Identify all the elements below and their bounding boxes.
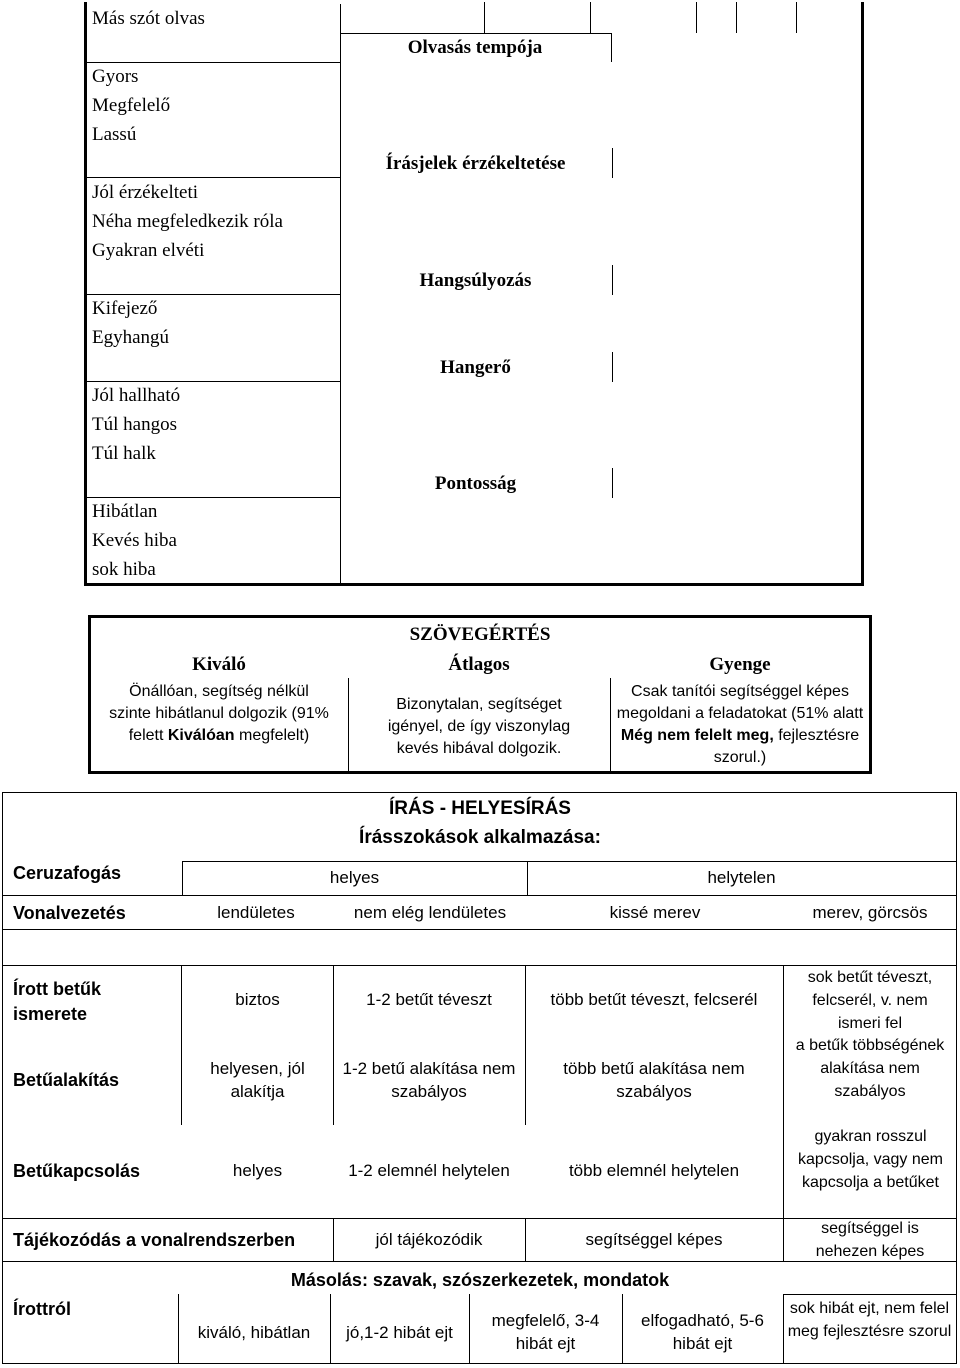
letters-knowledge-c1: biztos [235,990,280,1009]
tempo-option: Gyors [92,66,139,87]
copy-option: sok hibát ejt, nem felel meg fejlesztésre szorul [787,1300,952,1340]
letter-joining-c4: gyakran rosszul kapcsolja, vagy nem kapcsolja a betűket [798,1128,943,1191]
line-option: lendületes [217,903,295,922]
letters-knowledge-label: Írott betűk ismerete [13,979,101,1024]
line-option: merev, görcsös [812,903,928,922]
letter-forming-label: Betűalakítás [13,1070,120,1090]
volume-title: Hangerő [440,357,511,378]
letter-forming-c4: a betűk többségének alakítása nem szabályos [795,1037,945,1100]
letter-forming-c3: több betű alakítása nem szabályos [563,1059,745,1101]
punct-option: Néha megfeledkezik róla [92,211,283,232]
punct-title: Írásjelek érzékeltetése [385,153,566,174]
letters-knowledge-c3: több betűt téveszt, felcserél [550,990,758,1009]
accuracy-option: Hibátlan [92,501,158,522]
level-average-label: Átlagos [448,654,510,675]
letter-forming-c1: helyesen, jól alakítja [210,1059,305,1101]
line-label: Vonalvezetés [13,903,126,923]
copy-option: elfogadható, 5-6 hibát ejt [641,1311,764,1353]
volume-option: Jól hallható [92,385,181,406]
letters-knowledge-c4: sok betűt téveszt, felcserél, v. nem ismeri fel [807,969,933,1032]
letter-joining-c3: több elemnél helytelen [568,1161,740,1180]
line-option: kissé merev [609,903,701,922]
pencil-option: helyes [329,868,380,887]
punct-option: Jól érzékelteti [92,182,199,203]
letter-forming-c2: 1-2 betű alakítása nem szabályos [342,1059,516,1101]
copy-option: megfelelő, 3-4 hibát ejt [491,1311,600,1353]
copy-label: Írottról [13,1299,71,1319]
letter-joining-c1: helyes [232,1161,283,1180]
stress-option: Egyhangú [92,327,170,348]
letters-knowledge-c2: 1-2 betűt téveszt [366,990,492,1009]
level-average-desc: Bizonytalan, segítséget igényel, de így viszonylag kevés hibával dolgozik. [387,696,571,757]
orientation-label: Tájékozódás a vonalrendszerben [13,1230,296,1250]
pencil-label: Ceruzafogás [13,863,122,883]
letter-joining-label: Betűkapcsolás [13,1161,141,1181]
reading-header: Más szót olvas [92,8,205,29]
orientation-c4: segítséggel is nehezen képes [815,1220,925,1260]
level-excellent-desc: Önállóan, segítség nélkül szinte hibátlanul dolgozik (91% felett Kiválóan megfelelt) [109,683,329,744]
punct-option: Gyakran elvéti [92,240,205,261]
accuracy-title: Pontosság [434,473,517,494]
tempo-option: Lassú [92,124,137,145]
writing-title: ÍRÁS - HELYESÍRÁS [389,798,571,819]
level-weak-desc: Csak tanítói segítséggel képes megoldani a feladatokat (51% alatt Még nem felelt meg, fejlesztésre szorul.) [616,683,864,766]
copy-title: Másolás: szavak, szószerkezetek, mondatok [290,1270,670,1290]
level-weak-label: Gyenge [709,654,771,675]
comprehension-title: SZÖVEGÉRTÉS [409,624,551,645]
line-option: nem elég lendületes [353,903,507,922]
accuracy-option: sok hiba [92,559,156,580]
volume-option: Túl halk [92,443,156,464]
copy-option: jó,1-2 hibát ejt [346,1323,453,1342]
pencil-option: helytelen [707,868,776,887]
stress-option: Kifejező [92,298,158,319]
tempo-option: Megfelelő [92,95,171,116]
orientation-c3: segítséggel képes [585,1230,723,1249]
stress-title: Hangsúlyozás [419,270,532,291]
tempo-title: Olvasás tempója [407,37,543,58]
accuracy-option: Kevés hiba [92,530,177,551]
orientation-c2: jól tájékozódik [375,1230,483,1249]
writing-subtitle: Írásszokások alkalmazása: [359,827,601,848]
copy-option: kiváló, hibátlan [197,1323,311,1342]
volume-option: Túl hangos [92,414,177,435]
level-excellent-label: Kiváló [192,654,246,675]
letter-joining-c2: 1-2 elemnél helytelen [348,1161,510,1180]
